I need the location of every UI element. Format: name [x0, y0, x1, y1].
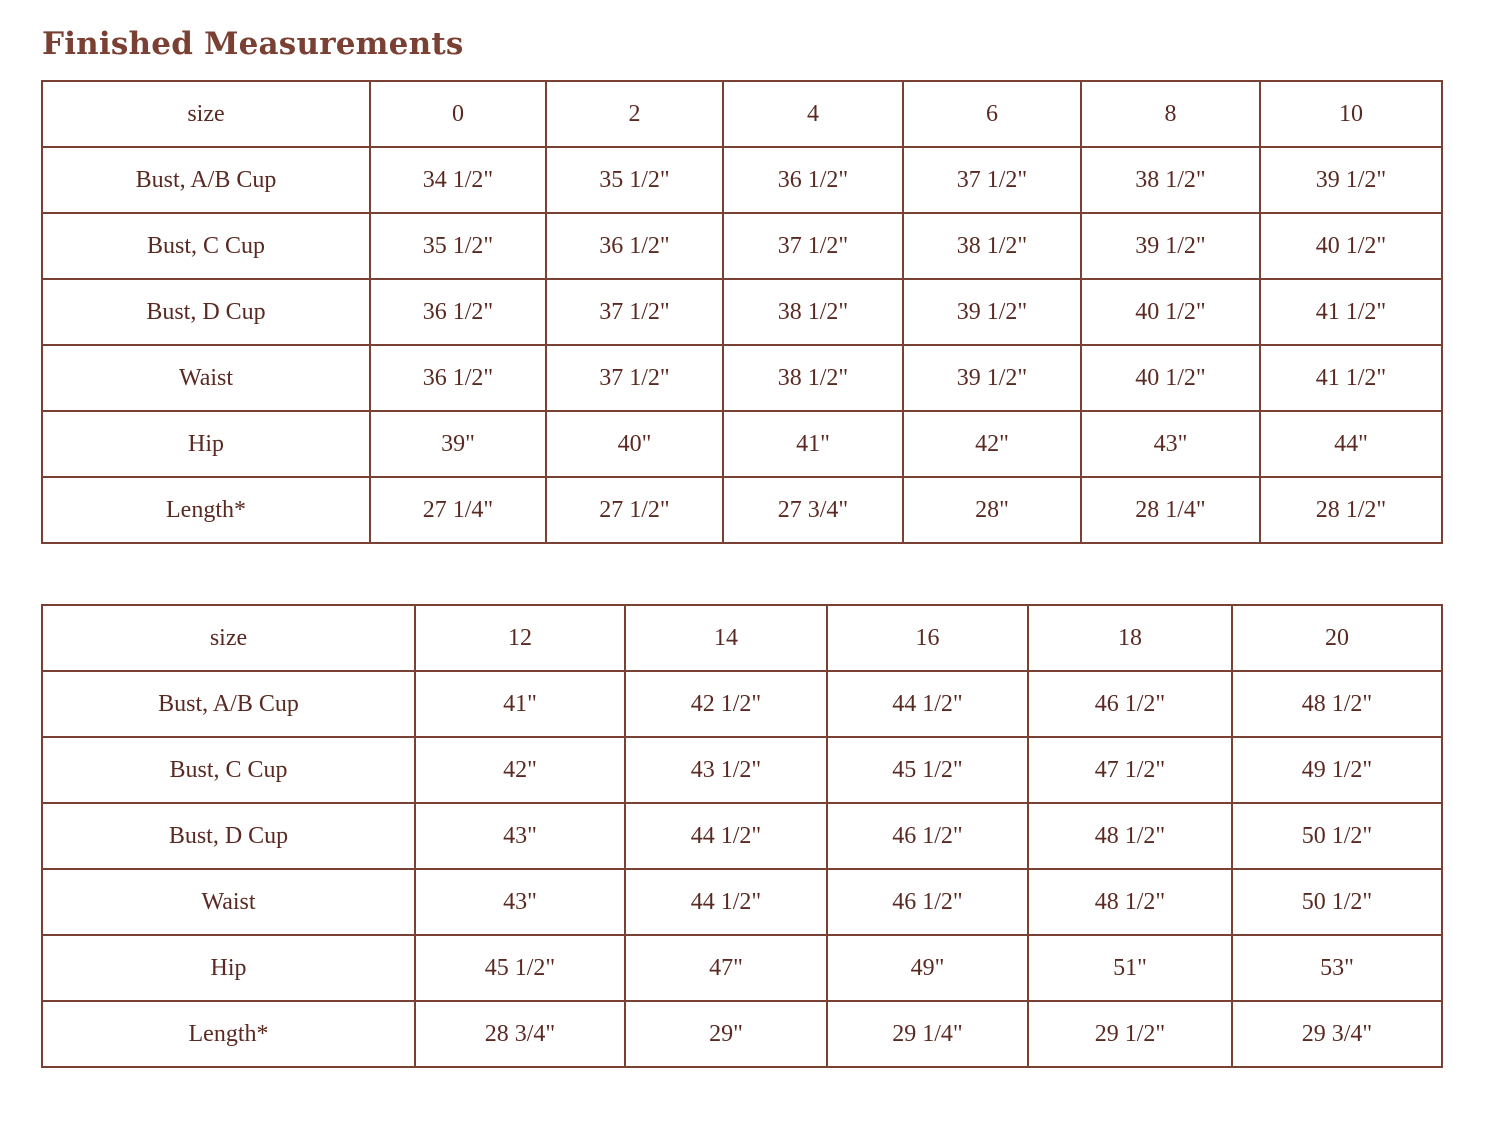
table-row [42, 737, 1442, 803]
header-cell: size [42, 81, 370, 147]
header-cell: 2 [546, 81, 723, 147]
table-cell: 39 1/2" [1081, 213, 1260, 279]
table-row [42, 213, 1442, 279]
row-label: Bust, C Cup [42, 737, 415, 803]
table-cell: 42" [415, 737, 625, 803]
table-cell: 41 1/2" [1260, 345, 1442, 411]
table-cell: 37 1/2" [546, 279, 723, 345]
table-cell: 49 1/2" [1232, 737, 1442, 803]
table-cell: 40 1/2" [1081, 345, 1260, 411]
row-label: Hip [42, 935, 415, 1001]
table-cell: 37 1/2" [723, 213, 903, 279]
row-label: Length* [42, 477, 370, 543]
measurements-table-sizes-0-10 [41, 80, 1443, 544]
table-cell: 29 1/4" [827, 1001, 1028, 1067]
table-row [42, 345, 1442, 411]
table-cell: 48 1/2" [1028, 869, 1232, 935]
header-cell: 10 [1260, 81, 1442, 147]
table-cell: 27 1/4" [370, 477, 546, 543]
table-cell: 37 1/2" [903, 147, 1081, 213]
page-title: Finished Measurements [42, 26, 464, 62]
table-cell: 46 1/2" [1028, 671, 1232, 737]
header-cell: 0 [370, 81, 546, 147]
table-cell: 39 1/2" [1260, 147, 1442, 213]
table-cell: 28 3/4" [415, 1001, 625, 1067]
measurements-table-sizes-12-20 [41, 604, 1443, 1068]
table-row [42, 279, 1442, 345]
row-label: Waist [42, 869, 415, 935]
table-header-row [42, 605, 1442, 671]
table-row [42, 147, 1442, 213]
table-cell: 28 1/2" [1260, 477, 1442, 543]
table-cell: 39" [370, 411, 546, 477]
table-cell: 38 1/2" [723, 345, 903, 411]
table-cell: 28" [903, 477, 1081, 543]
table-cell: 43 1/2" [625, 737, 827, 803]
row-label: Hip [42, 411, 370, 477]
table-cell: 41" [415, 671, 625, 737]
row-label: Length* [42, 1001, 415, 1067]
table-cell: 51" [1028, 935, 1232, 1001]
header-cell: 6 [903, 81, 1081, 147]
row-label: Bust, D Cup [42, 279, 370, 345]
table-cell: 47" [625, 935, 827, 1001]
table-row [42, 671, 1442, 737]
table-cell: 43" [415, 869, 625, 935]
table-cell: 42 1/2" [625, 671, 827, 737]
table-cell: 44" [1260, 411, 1442, 477]
table-cell: 36 1/2" [723, 147, 903, 213]
table-cell: 37 1/2" [546, 345, 723, 411]
table-cell: 41 1/2" [1260, 279, 1442, 345]
table-cell: 34 1/2" [370, 147, 546, 213]
table-cell: 49" [827, 935, 1028, 1001]
table-cell: 40 1/2" [1081, 279, 1260, 345]
table-cell: 47 1/2" [1028, 737, 1232, 803]
table-cell: 44 1/2" [625, 869, 827, 935]
row-label: Bust, C Cup [42, 213, 370, 279]
row-label: Bust, A/B Cup [42, 147, 370, 213]
table-cell: 29" [625, 1001, 827, 1067]
table-header-row [42, 81, 1442, 147]
table-row [42, 803, 1442, 869]
header-cell: 4 [723, 81, 903, 147]
header-cell: 14 [625, 605, 827, 671]
row-label: Waist [42, 345, 370, 411]
table-cell: 35 1/2" [546, 147, 723, 213]
header-cell: 16 [827, 605, 1028, 671]
table-cell: 50 1/2" [1232, 869, 1442, 935]
table-cell: 50 1/2" [1232, 803, 1442, 869]
table-cell: 45 1/2" [415, 935, 625, 1001]
table-cell: 27 3/4" [723, 477, 903, 543]
table-cell: 27 1/2" [546, 477, 723, 543]
table-cell: 39 1/2" [903, 345, 1081, 411]
table-cell: 36 1/2" [370, 345, 546, 411]
table-row [42, 1001, 1442, 1067]
table-cell: 46 1/2" [827, 869, 1028, 935]
table-cell: 42" [903, 411, 1081, 477]
table-cell: 45 1/2" [827, 737, 1028, 803]
table-cell: 48 1/2" [1028, 803, 1232, 869]
table-cell: 44 1/2" [827, 671, 1028, 737]
table-cell: 28 1/4" [1081, 477, 1260, 543]
table-cell: 43" [415, 803, 625, 869]
header-cell: 8 [1081, 81, 1260, 147]
row-label: Bust, D Cup [42, 803, 415, 869]
table-cell: 48 1/2" [1232, 671, 1442, 737]
header-cell: size [42, 605, 415, 671]
table-cell: 46 1/2" [827, 803, 1028, 869]
table-cell: 40" [546, 411, 723, 477]
table-cell: 36 1/2" [370, 279, 546, 345]
table-cell: 38 1/2" [903, 213, 1081, 279]
table-cell: 29 3/4" [1232, 1001, 1442, 1067]
table-cell: 38 1/2" [723, 279, 903, 345]
header-cell: 12 [415, 605, 625, 671]
table-cell: 39 1/2" [903, 279, 1081, 345]
table-row [42, 869, 1442, 935]
table-cell: 36 1/2" [546, 213, 723, 279]
table-row [42, 935, 1442, 1001]
table-row [42, 477, 1442, 543]
table-cell: 29 1/2" [1028, 1001, 1232, 1067]
table-cell: 41" [723, 411, 903, 477]
table-cell: 40 1/2" [1260, 213, 1442, 279]
table-cell: 35 1/2" [370, 213, 546, 279]
table-cell: 44 1/2" [625, 803, 827, 869]
table-cell: 38 1/2" [1081, 147, 1260, 213]
row-label: Bust, A/B Cup [42, 671, 415, 737]
table-row [42, 411, 1442, 477]
table-cell: 53" [1232, 935, 1442, 1001]
header-cell: 20 [1232, 605, 1442, 671]
header-cell: 18 [1028, 605, 1232, 671]
table-cell: 43" [1081, 411, 1260, 477]
